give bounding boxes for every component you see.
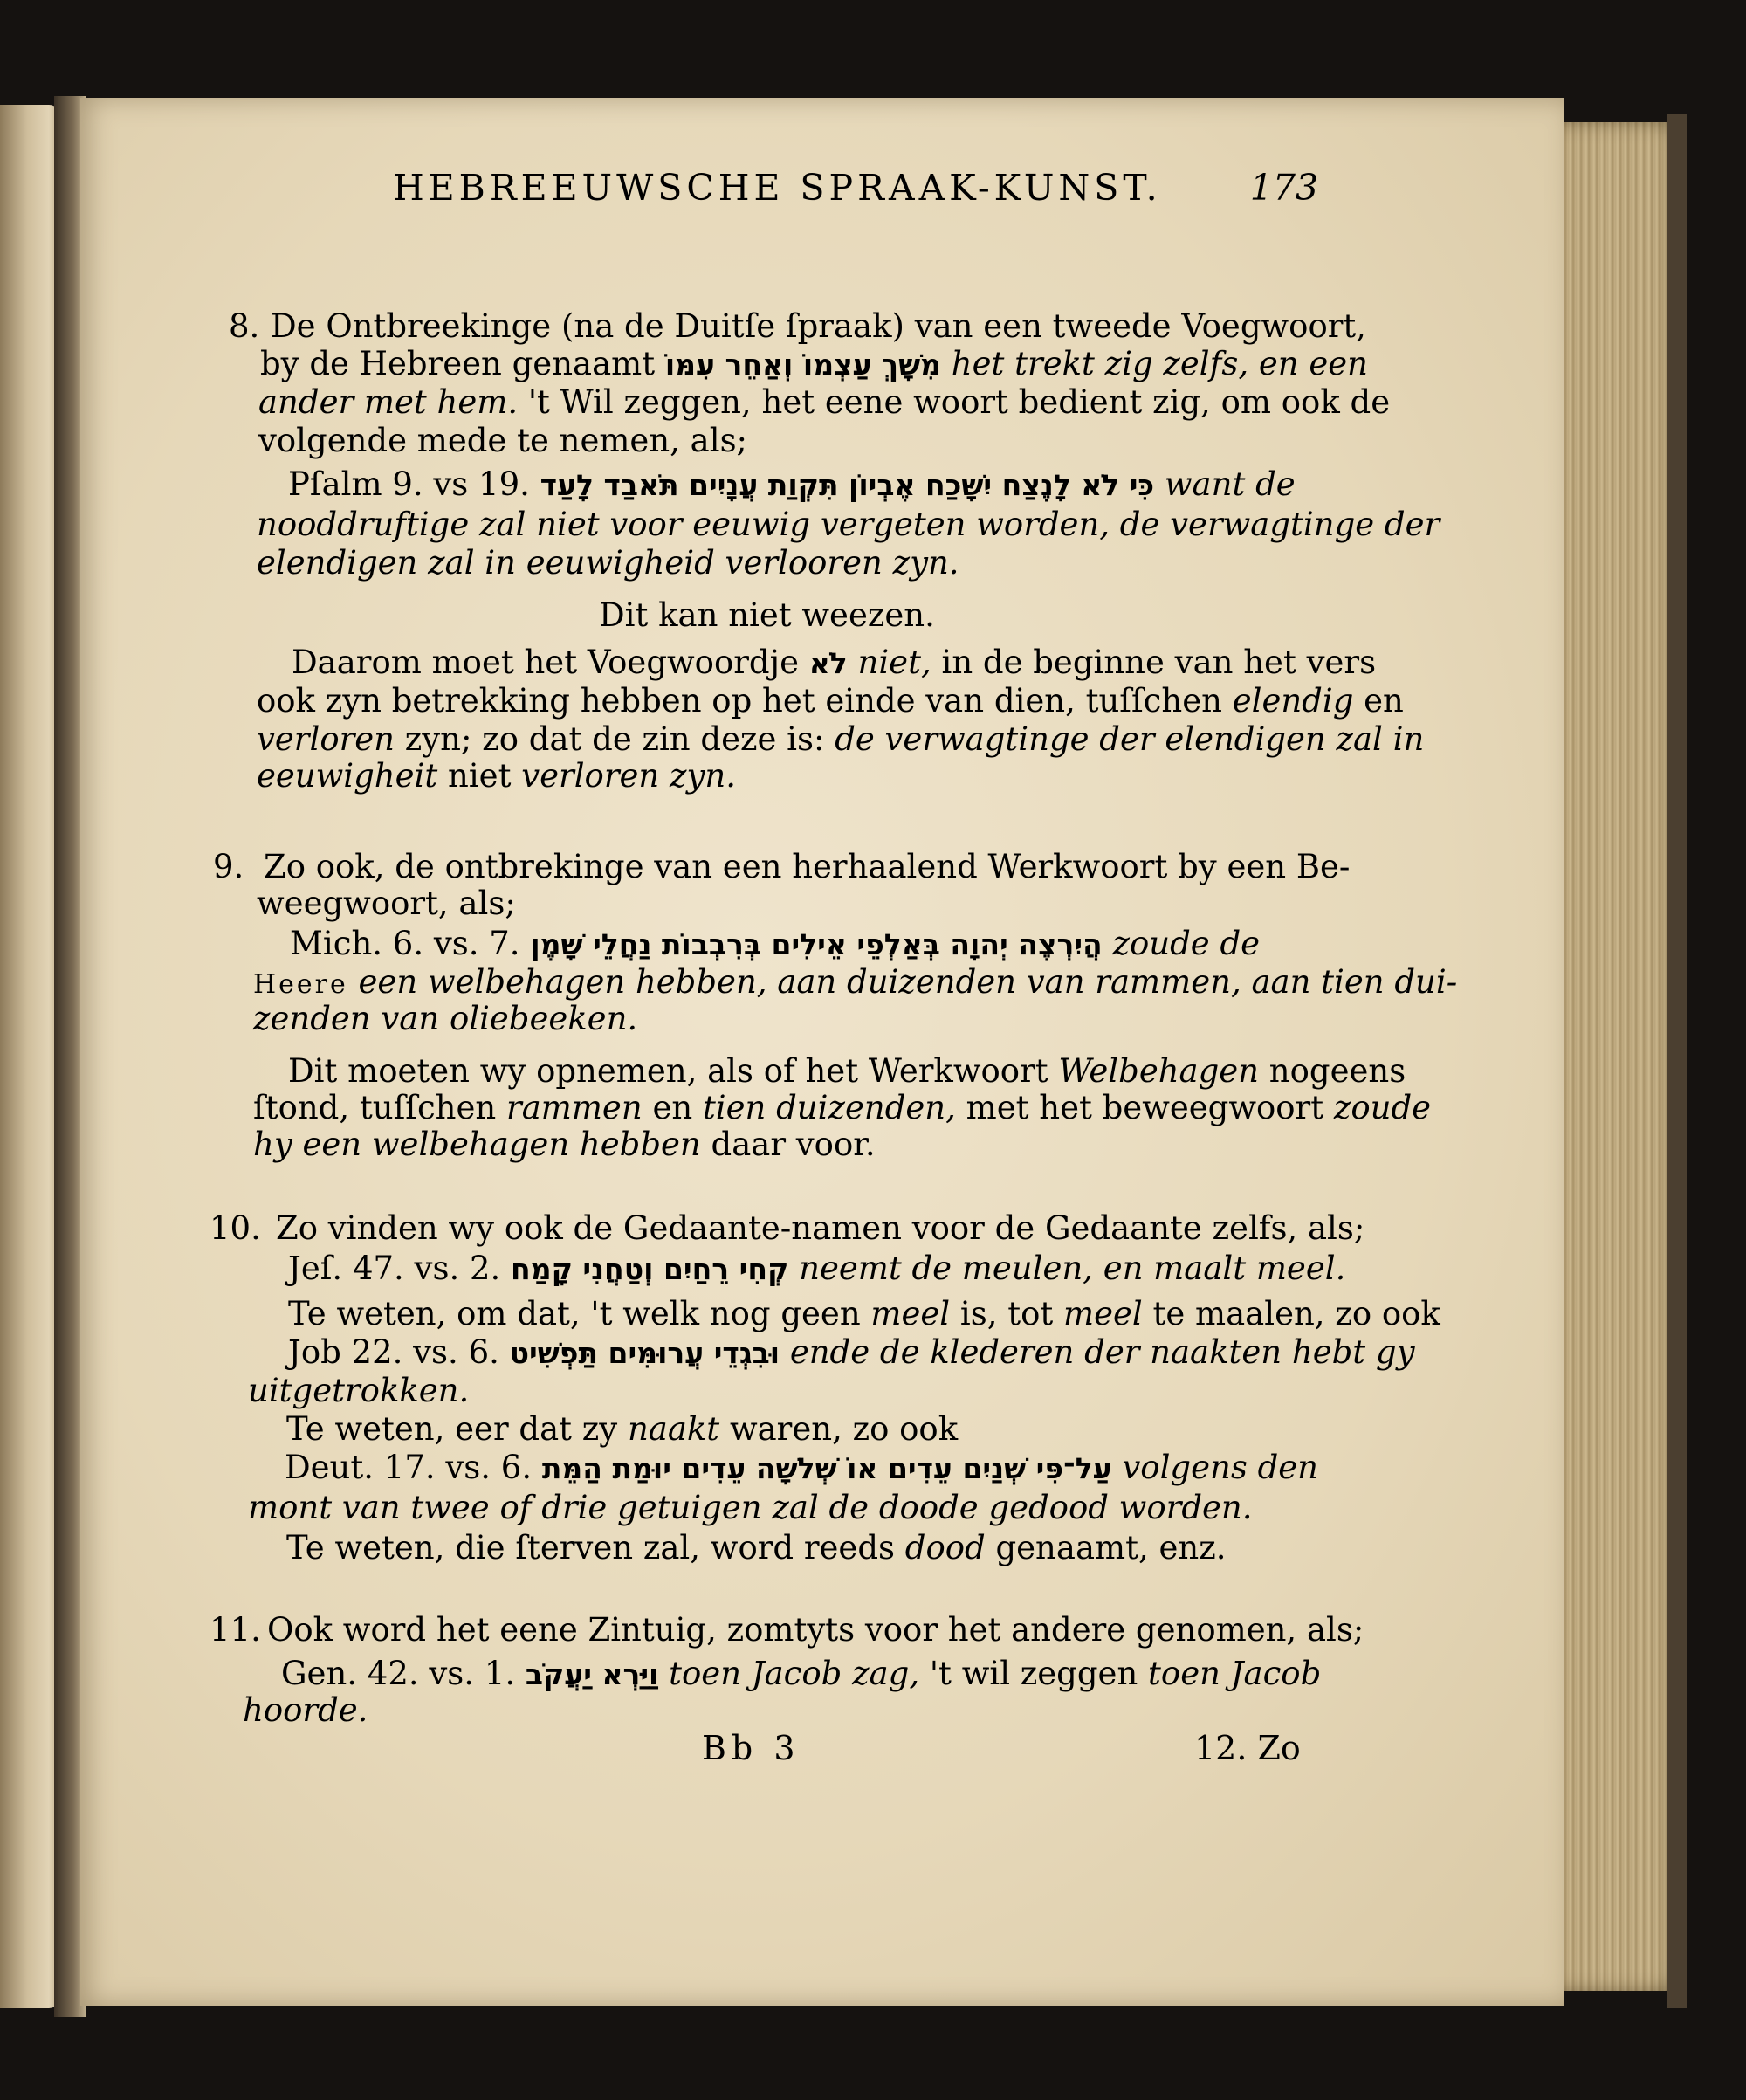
- paragraph-line: Zo ook, de ontbrekinge van een herhaalend Werkwoort by een Be-: [264, 848, 1351, 885]
- paragraph-line: eeuwigheit niet verloren zyn.: [257, 757, 736, 795]
- scripture-citation: Pſalm 9. vs 19. כִּי לֹא לָנֶצַח יִשָּׁכַח אֶבְיוֹן תִּקְוַת עֲנָיִים תֹּאבַד לָעַד want de: [288, 465, 1296, 503]
- scripture-citation: Jeſ. 47. vs. 2. קְחִי רֵחַיִם וְטַחֲנִי קָמַח neemt de meulen, en maalt meel.: [288, 1250, 1346, 1287]
- paragraph-line: Dit kan niet weezen.: [599, 596, 935, 634]
- hebrew-text: עַל־פִּי שְׁנַיִם עֵדִים אוֹ שְׁלשָׁה עֵדִים יוּמַת הַמֵּת: [541, 1451, 1112, 1485]
- previous-page-edge: [0, 105, 61, 2008]
- paragraph-line: ander met hem. 't Wil zeggen, het eene woort bedient zig, om ook de: [258, 383, 1391, 421]
- paragraph-line: De Ontbreekinge (na de Duitſe ſpraak) van een tweede Voegwoort,: [271, 307, 1367, 345]
- paragraph-line: weegwoort, als;: [257, 885, 516, 922]
- section-number: 8.: [229, 307, 260, 345]
- section-number: 11.: [210, 1611, 261, 1649]
- scripture-citation: Mich. 6. vs. 7. הֲיִרְצֶה יְהוָה בְּאַלְפֵי אֵילִים בְּרִבְבוֹת נַחֲלֵי שָׁמֶן zoude de: [290, 925, 1261, 962]
- translation-line: mont van twee of drie getuigen zal de doode gedood worden.: [248, 1489, 1253, 1526]
- section-number: 10.: [210, 1209, 261, 1247]
- paragraph-line: verloren zyn; zo dat de zin deze is: de verwagtinge der elendigen zal in: [257, 720, 1425, 758]
- paragraph-line: Dit moeten wy opnemen, als of het Werkwoort Welbehagen nogeens: [288, 1052, 1406, 1090]
- hebrew-text: וַיַּרְא יַעֲקֹב: [525, 1657, 659, 1691]
- hebrew-text: הֲיִרְצֶה יְהוָה בְּאַלְפֵי אֵילִים בְּרִבְבוֹת נַחֲלֵי שָׁמֶן: [530, 927, 1103, 961]
- scripture-citation: Deut. 17. vs. 6. עַל־פִּי שְׁנַיִם עֵדִים אוֹ שְׁלשָׁה עֵדִים יוּמַת הַמֵּת volgens den: [285, 1449, 1318, 1486]
- signature-mark: Bb 3: [702, 1729, 801, 1767]
- running-title: HEBREEUWSCHE SPRAAK-KUNST.: [393, 167, 1162, 209]
- hebrew-text: לֹא: [808, 646, 848, 680]
- hebrew-text: כִּי לֹא לָנֶצַח יִשָּׁכַח אֶבְיוֹן תִּקְוַת עֲנָיִים תֹּאבַד לָעַד: [540, 468, 1155, 502]
- paragraph-line: volgende mede te nemen, als;: [258, 422, 748, 459]
- paragraph-line: Te weten, om dat, 't welk nog geen meel is, tot meel te maalen, zo ook: [288, 1295, 1440, 1332]
- translation-line: nooddruftige zal niet voor eeuwig vergeten worden, de verwagtinge der: [257, 506, 1440, 543]
- paragraph-line: Te weten, eer dat zy naakt waren, zo ook: [286, 1410, 959, 1448]
- catchword: 12. Zo: [1194, 1729, 1301, 1767]
- paragraph-line: by de Hebreen genaamt מִשָׁךְ עַצְמוֹ וְאַחֵר עִמּוֹ het trekt zig zelfs, en een: [260, 345, 1368, 382]
- paragraph-line: Ook word het eene Zintuig, zomtyts voor het andere genomen, als;: [267, 1611, 1364, 1649]
- paragraph-line: Te weten, die ſterven zal, word reeds dood genaamt, enz.: [286, 1529, 1227, 1566]
- translation-line: elendigen zal in eeuwigheid verlooren zyn.: [257, 544, 959, 582]
- hebrew-text: מִשָׁךְ עַצְמוֹ וְאַחֵר עִמּוֹ: [664, 348, 942, 382]
- page-block-edge: [1552, 122, 1683, 1991]
- page-header: [393, 160, 1318, 212]
- paragraph-line: hy een welbehagen hebben daar voor.: [253, 1126, 876, 1163]
- translation-line: Heere een welbehagen hebben, aan duizenden van rammen, aan tien dui-: [253, 963, 1458, 1001]
- section-number: 9.: [213, 848, 244, 885]
- translation-line: uitgetrokken.: [248, 1372, 470, 1409]
- page-number: 173: [1249, 167, 1318, 209]
- paragraph-line: ſtond, tuſſchen rammen en tien duizenden, met het beweegwoort zoude: [253, 1089, 1432, 1126]
- hebrew-text: קְחִי רֵחַיִם וְטַחֲנִי קָמַח: [511, 1252, 789, 1286]
- paragraph-line: Zo vinden wy ook de Gedaante-namen voor de Gedaante zelfs, als;: [276, 1209, 1365, 1247]
- book-cover-edge: [1667, 114, 1687, 2008]
- paragraph-line: ook zyn betrekking hebben op het einde van dien, tuſſchen elendig en: [257, 682, 1404, 720]
- translation-line: zenden van oliebeeken.: [253, 1000, 638, 1037]
- translation-line: hoorde.: [243, 1691, 368, 1729]
- scripture-citation: Job 22. vs. 6. וּבִגְדֵי עֲרוּמִּים תַּפְשִׁיט ende de klederen der naakten hebt gy: [288, 1333, 1415, 1371]
- hebrew-text: וּבִגְדֵי עֲרוּמִּים תַּפְשִׁיט: [509, 1336, 780, 1370]
- scripture-citation: Gen. 42. vs. 1. וַיַּרְא יַעֲקֹב toen Jacob zag, 't wil zeggen toen Jacob: [281, 1655, 1322, 1692]
- paragraph-line: Daarom moet het Voegwoordje לֹא niet, in de beginne van het vers: [292, 644, 1377, 681]
